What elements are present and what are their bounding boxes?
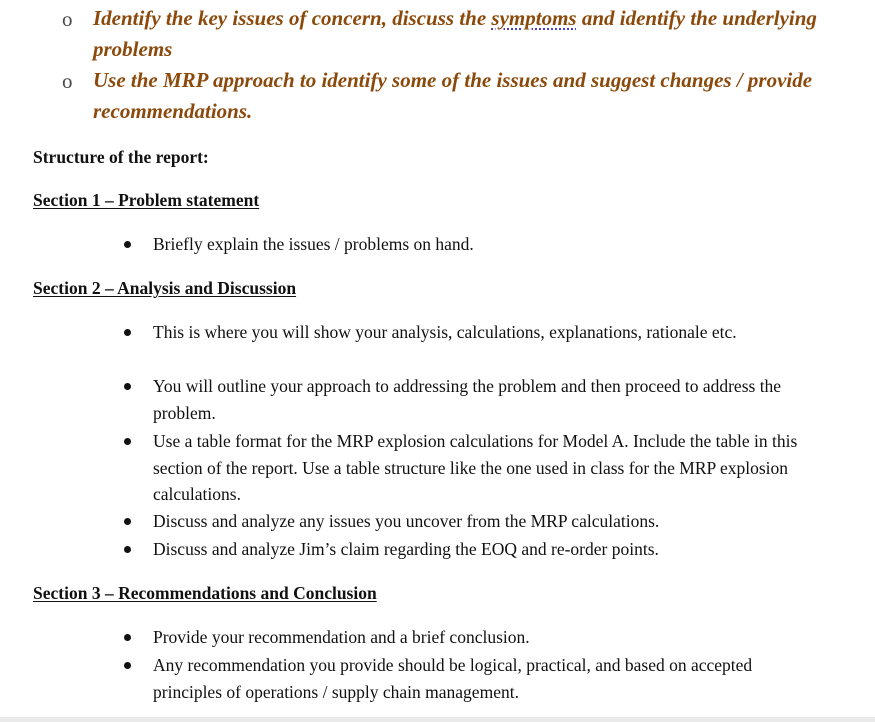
page-bottom-edge [0, 717, 875, 722]
list-item: This is where you will show your analysis, calculations, explanations, rationale etc. [153, 322, 737, 342]
objective-marker: o [62, 69, 73, 93]
list-item: You will outline your approach to addressing the problem and then proceed to address the problem. [153, 376, 782, 423]
bullet-dot [124, 546, 131, 553]
list-item: Any recommendation you provide should be logical, practical, and based on accepted principles of operations / supply chain management. [153, 655, 753, 702]
bullet-dot [124, 662, 131, 669]
bullet-dot [124, 241, 131, 248]
bullet-dot [124, 383, 131, 390]
objective-text: and identify the underlying problems [93, 6, 817, 61]
list-item: Provide your recommendation and a brief conclusion. [153, 627, 530, 647]
section-2-heading: Section 2 – Analysis and Discussion [33, 278, 297, 298]
objective-mrp-approach: Use the MRP approach to identify some of the issues and suggest changes / provide recommendations. [93, 68, 813, 123]
list-item: Use a table format for the MRP explosion calculations for Model A. Include the table in this section of the report. Use a table structure like the one used in class for the MRP explosion calculations. [153, 431, 798, 504]
bullet-dot [124, 329, 131, 336]
list-item: Discuss and analyze Jim’s claim regarding the EOQ and re-order points. [153, 539, 659, 559]
section-1-heading: Section 1 – Problem statement [33, 190, 260, 210]
list-item: Discuss and analyze any issues you uncover from the MRP calculations. [153, 511, 660, 531]
bullet-dot [124, 438, 131, 445]
spellcheck-flagged-word[interactable]: symptoms [491, 6, 577, 30]
objective-identify-issues [93, 3, 853, 65]
bullet-dot [124, 634, 131, 641]
bullet-dot [124, 518, 131, 525]
objective-text: Identify the key issues of concern, discuss the [93, 6, 492, 30]
section-3-heading: Section 3 – Recommendations and Conclusion [33, 583, 377, 603]
objective-marker: o [62, 7, 73, 31]
structure-label: Structure of the report: [33, 147, 209, 167]
list-item: Briefly explain the issues / problems on hand. [153, 234, 474, 254]
